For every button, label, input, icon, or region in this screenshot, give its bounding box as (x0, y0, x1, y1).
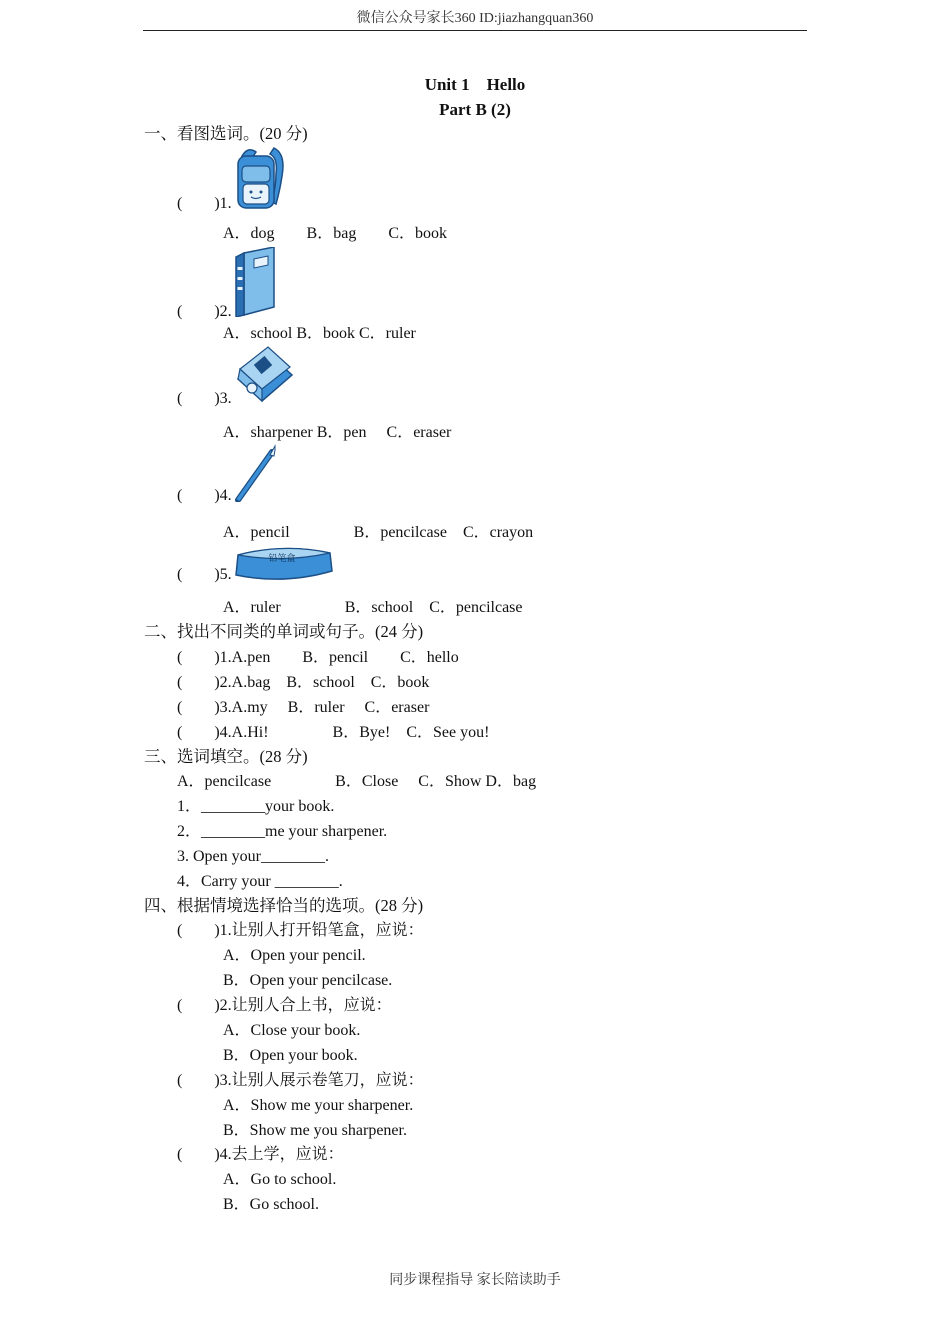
s2-line-2: ( )2.A.bag B．school C．book (177, 674, 430, 691)
book-icon (234, 247, 278, 322)
pencil-case-label: 铅笔盒 (268, 554, 296, 564)
s3-line-3: 3. Open your________. (177, 848, 329, 865)
header-divider (143, 30, 807, 31)
s4-q2-option-a: A．Close your book. (223, 1022, 361, 1039)
section-4-heading: 四、根据情境选择恰当的选项。(28 分) (144, 896, 424, 915)
s3-line-1: 1．________your book. (177, 798, 335, 815)
s4-q3-option-a: A．Show me your sharpener. (223, 1097, 414, 1114)
s1-q5-number: ( )5. (177, 566, 232, 583)
s4-q2-prompt: ( )2.让别人合上书，应说： (177, 997, 392, 1014)
page-footer: 同步课程指导 家长陪读助手 (389, 1273, 561, 1288)
s2-line-1: ( )1.A.pen B．pencil C．hello (177, 649, 459, 666)
sharpener-icon (234, 345, 294, 410)
s1-q4-options: A．pencil B．pencilcase C．crayon (223, 524, 534, 541)
s1-q1-number: ( )1. (177, 195, 232, 212)
s1-q2-number: ( )2. (177, 303, 232, 320)
part-title: Part B (2) (439, 100, 511, 119)
s4-q1-option-a: A．Open your pencil. (223, 947, 366, 964)
section-2-heading: 二、找出不同类的单词或句子。(24 分) (144, 622, 424, 641)
s1-q3-options: A．sharpener B．pen C．eraser (223, 424, 452, 441)
section-3-heading: 三、选词填空。(28 分) (144, 747, 308, 766)
s1-q2-options: A．school B．book C．ruler (223, 325, 416, 342)
s3-line-4: 4．Carry your ________. (177, 873, 343, 890)
s4-q4-prompt: ( )4.去上学，应说： (177, 1146, 344, 1163)
s4-q3-prompt: ( )3.让别人展示卷笔刀，应说： (177, 1072, 424, 1089)
page-header: 微信公众号家长360 ID:jiazhangquan360 (356, 11, 594, 26)
s4-q4-option-b: B．Go school. (223, 1196, 320, 1213)
s4-q2-option-b: B．Open your book. (223, 1047, 358, 1064)
s1-q4-number: ( )4. (177, 487, 232, 504)
backpack-icon (234, 146, 286, 215)
unit-title: Unit 1 Hello (424, 75, 526, 94)
s3-choices: A．pencilcase B．Close C．Show D．bag (177, 773, 537, 790)
s3-line-2: 2．________me your sharpener. (177, 823, 388, 840)
s4-q1-option-b: B．Open your pencilcase. (223, 972, 393, 989)
s2-line-3: ( )3.A.my B．ruler C．eraser (177, 699, 430, 716)
section-1-heading: 一、看图选词。(20 分) (144, 124, 308, 143)
pencil-icon (234, 444, 280, 507)
s1-q5-options: A．ruler B．school C．pencilcase (223, 599, 523, 616)
s4-q4-option-a: A．Go to school. (223, 1171, 337, 1188)
s1-q1-options: A．dog B．bag C．book (223, 225, 448, 242)
s4-q3-option-b: B．Show me you sharpener. (223, 1122, 407, 1139)
s2-line-4: ( )4.A.Hi! B．Bye! C．See you! (177, 724, 490, 741)
s4-q1-prompt: ( )1.让别人打开铅笔盒，应说： (177, 922, 424, 939)
s1-q3-number: ( )3. (177, 390, 232, 407)
pencil-case-icon (234, 545, 334, 586)
